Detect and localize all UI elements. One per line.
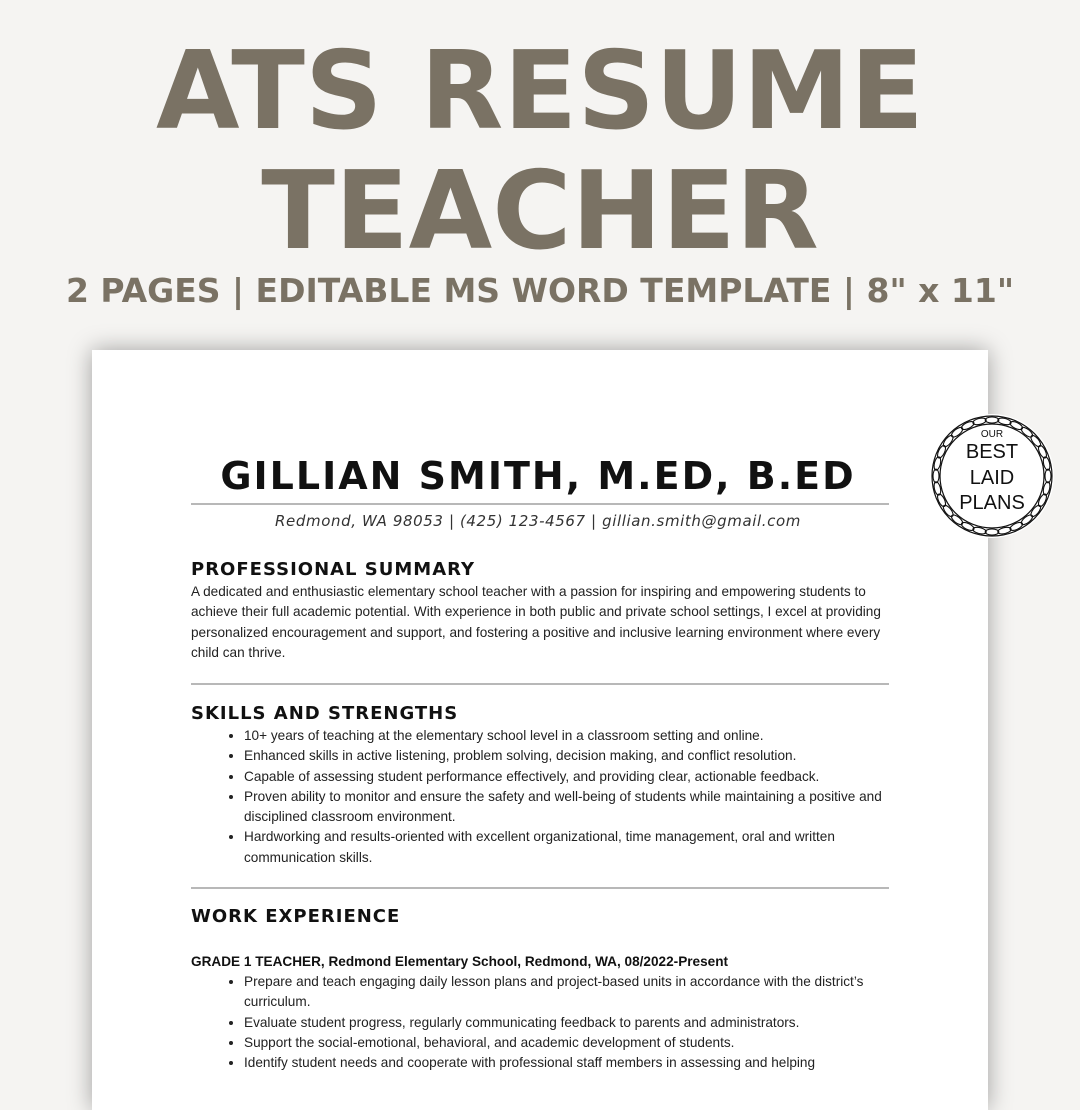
job-bullet: • Support the social-emotional, behavioral, and academic development of students. bbox=[244, 1033, 920, 1053]
badge-text-laid: LAID bbox=[969, 467, 1015, 489]
job-bullet: • Identify student needs and cooperate with professional staff members in assessing and helping bbox=[244, 1053, 920, 1073]
name-divider bbox=[191, 503, 889, 505]
resume-contact: Redmond, WA 98053 | (425) 123-4567 | gillian.smith@gmail.com bbox=[275, 512, 801, 530]
summary-text: A dedicated and enthusiastic elementary school teacher with a passion for inspiring and empowering students to achieve their full academic potential. With experience in both public and private school settings, I excel at providing personalized encouragement and support, and fostering a positive and inclusive learning environment where every child can thrive. bbox=[191, 584, 881, 660]
banner-title-line-2: TEACHER bbox=[261, 149, 819, 274]
job-bullet: • Evaluate student progress, regularly communicating feedback to parents and administrators. bbox=[244, 1013, 920, 1033]
skill-item: • Capable of assessing student performance effectively, and providing clear, actionable feedback. bbox=[244, 767, 920, 787]
resume-name: GILLIAN SMITH, M.ED, B.ED bbox=[220, 454, 856, 498]
banner-subtitle: 2 PAGES | EDITABLE MS WORD TEMPLATE | 8" x 11" bbox=[65, 271, 1015, 310]
badge-text-plans: PLANS bbox=[959, 492, 1025, 514]
job-title: GRADE 1 TEACHER, Redmond Elementary School, Redmond, WA, 08/2022-Present bbox=[191, 954, 729, 969]
skill-item: • 10+ years of teaching at the elementary school level in a classroom setting and online. bbox=[244, 726, 920, 746]
resume-page bbox=[92, 350, 988, 1110]
brand-badge bbox=[928, 412, 1056, 540]
work-heading: WORK EXPERIENCE bbox=[191, 906, 401, 927]
skill-item: • Enhanced skills in active listening, problem solving, decision making, and conflict resolution. bbox=[244, 746, 920, 766]
skill-item: • Hardworking and results-oriented with excellent organizational, time management, oral and written communication skills. bbox=[244, 827, 920, 868]
job-bullet: • Prepare and teach engaging daily lesson plans and project-based units in accordance with the district’s curriculum. bbox=[244, 972, 920, 1013]
summary-divider bbox=[191, 683, 889, 685]
job-bullets bbox=[222, 972, 920, 1073]
banner-title-line-1: ATS RESUME bbox=[156, 29, 924, 154]
badge-text-best: BEST bbox=[965, 441, 1019, 463]
badge-text-our: OUR bbox=[980, 429, 1004, 440]
skills-divider bbox=[191, 887, 889, 889]
summary-heading: PROFESSIONAL SUMMARY bbox=[191, 559, 476, 580]
skills-heading: SKILLS AND STRENGTHS bbox=[191, 703, 459, 724]
skills-list bbox=[222, 726, 920, 868]
skill-item: • Proven ability to monitor and ensure the safety and well-being of students while maintaining a positive and disciplined classroom environment. bbox=[244, 787, 920, 828]
